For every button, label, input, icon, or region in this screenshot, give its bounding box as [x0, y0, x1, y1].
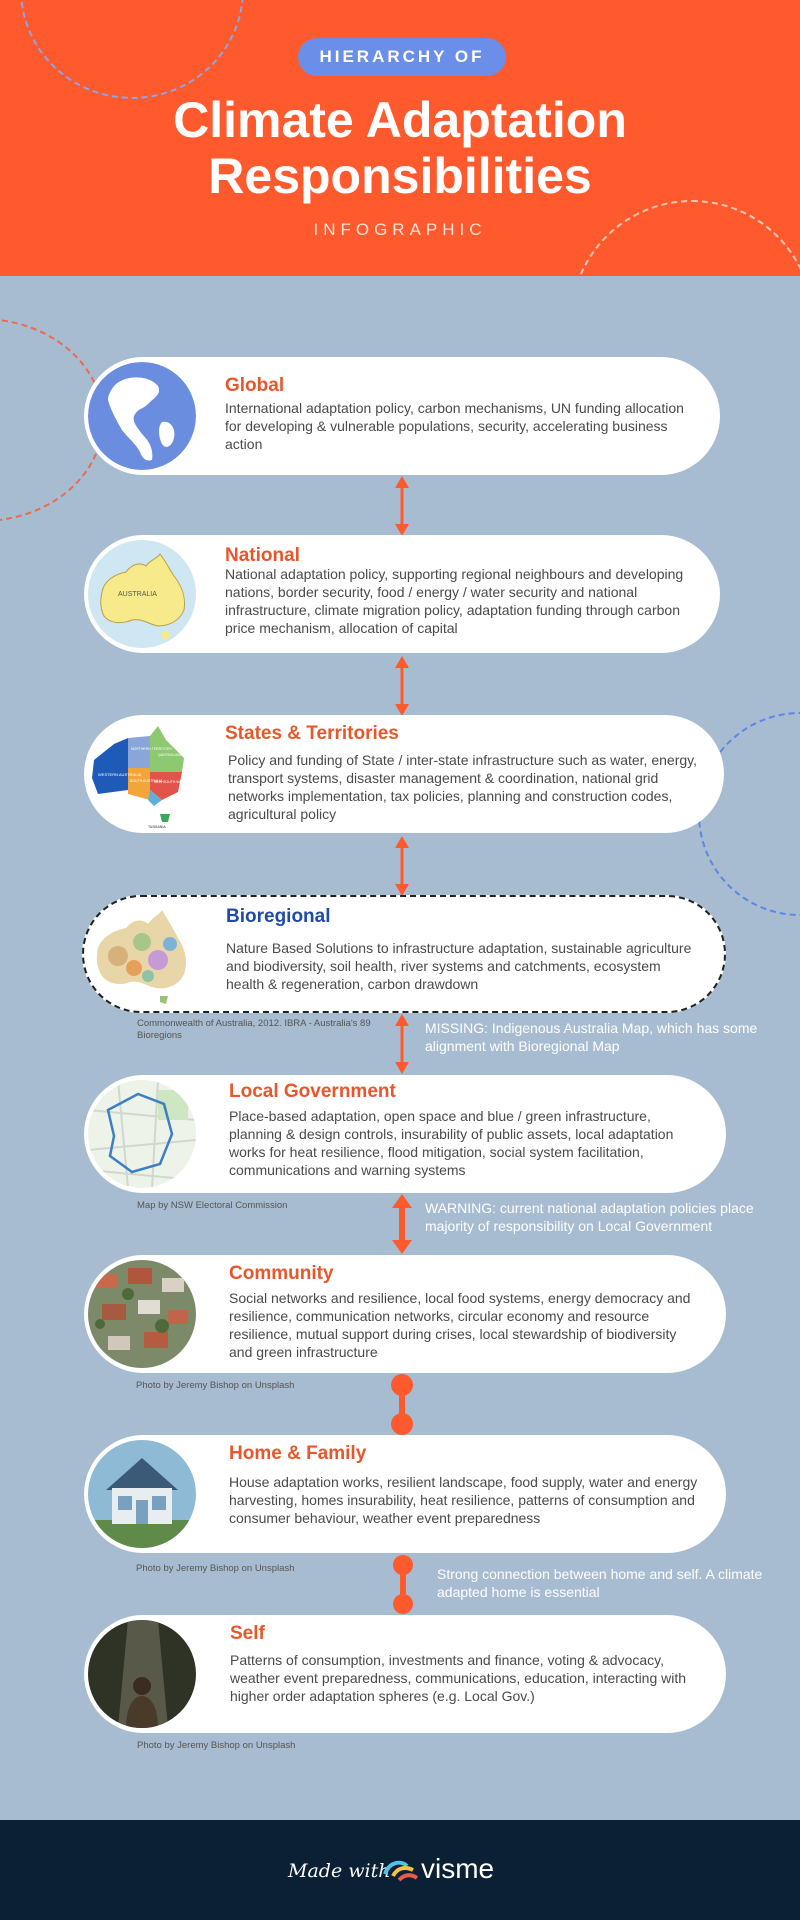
level-description: Social networks and resilience, local food systems, energy democracy and resilience, communication networks, circular economy and resource resilience, mutual support during crises, local stewardship of biodiversity and green infrastructure	[229, 1290, 691, 1360]
electoral-map-icon	[88, 1080, 196, 1188]
level-description: National adaptation policy, supporting regional neighbours and developing nations, border security, food / energy / water security and national infrastructure, climate migration policy, adaptation funding through carbon price mechanism, allocation of capital	[225, 566, 684, 636]
home-self-note: Strong connection between home and self. A climate adapted home is essential	[437, 1566, 763, 1600]
neighbourhood-photo-icon	[88, 1260, 196, 1368]
states-map-icon	[88, 720, 196, 828]
level-title: Bioregional	[226, 906, 331, 927]
person-photo-icon	[88, 1620, 196, 1728]
level-title: Community	[229, 1263, 334, 1284]
image-credit: Photo by Jeremy Bishop on Unsplash	[137, 1740, 296, 1751]
level-description: House adaptation works, resilient landscape, food supply, water and energy harvesting, homes insurability, heat resilience, patterns of consumption and consumer behaviour, weather event preparedness	[229, 1474, 698, 1526]
connector-arrow	[392, 1014, 412, 1074]
level-card-national	[84, 535, 720, 653]
level-card-home-family	[84, 1435, 726, 1553]
title-line-1: Climate Adaptation	[173, 92, 627, 148]
level-title: Home & Family	[229, 1443, 367, 1464]
level-card-states-territories	[84, 715, 724, 833]
level-title: Global	[225, 375, 285, 396]
connector-arrow	[392, 656, 412, 716]
map-label: QUEENSLAND	[158, 753, 183, 757]
connector-arrow	[392, 836, 412, 896]
connector-dots	[392, 1554, 414, 1616]
house-photo-icon	[88, 1440, 196, 1548]
title-line-2: Responsibilities	[208, 148, 592, 204]
connector-arrow	[392, 476, 412, 536]
level-description: Patterns of consumption, investments and finance, voting & advocacy, weather event preparedness, communications, education, interacting with higher order adaptation spheres (e.g. Local Gov.)	[230, 1652, 687, 1704]
missing-note: MISSING: Indigenous Australia Map, which has some alignment with Bioregional Map	[425, 1020, 758, 1054]
image-credit: Photo by Jeremy Bishop on Unsplash	[136, 1563, 295, 1574]
level-description: International adaptation policy, carbon mechanisms, UN funding allocation for developing & vulnerable populations, security, accelerating business action	[225, 400, 684, 452]
map-label: AUSTRALIA	[118, 591, 157, 598]
made-with-text: Made with	[288, 1860, 391, 1882]
connector-arrow-thick	[390, 1194, 414, 1254]
image-credit: Photo by Jeremy Bishop on Unsplash	[136, 1380, 295, 1391]
header-label: HIERARCHY OF	[298, 38, 506, 76]
globe-icon	[88, 362, 196, 470]
brand-name[interactable]: visme	[421, 1853, 495, 1884]
level-card-self	[84, 1615, 726, 1733]
level-description: Nature Based Solutions to infrastructure adaptation, sustainable agriculture and biodiversity, soil health, river systems and catchments, ecosystem health & regeneration, carbon drawdown	[226, 940, 692, 992]
page-title	[0, 92, 800, 204]
level-description: Policy and funding of State / inter-state infrastructure such as water, energy, transport systems, disaster management & coordination, national grid networks implementation, tax policies, planning and construction codes, agricultural policy	[228, 752, 697, 822]
level-card-community	[84, 1255, 726, 1373]
level-title: Self	[230, 1623, 265, 1644]
connector-dots	[390, 1374, 414, 1436]
map-label: SOUTH AUSTRALIA	[130, 779, 163, 783]
level-card-local-government	[84, 1075, 726, 1193]
warning-note: WARNING: current national adaptation policies place majority of responsibility on Local Government	[425, 1200, 754, 1234]
map-label: NORTHERN TERRITORY	[131, 747, 172, 751]
page-subtitle: INFOGRAPHIC	[313, 220, 487, 239]
image-credit: Map by NSW Electoral Commission	[137, 1200, 288, 1211]
decorative-dashed-circle	[20, 0, 244, 99]
footer	[0, 1820, 800, 1920]
map-label: NEW SOUTH WALES	[154, 780, 189, 784]
level-card-bioregional	[82, 895, 726, 1013]
level-title: Local Government	[229, 1081, 396, 1102]
level-description: Place-based adaptation, open space and blue / green infrastructure, planning & design controls, insurability of public assets, local adaptation works for heat resilience, flood mitigation, social system facilitation, communications and warning systems	[229, 1108, 674, 1178]
image-credit: Commonwealth of Australia, 2012. IBRA - Australia's 89 Bioregions	[137, 1018, 371, 1041]
level-title: National	[225, 545, 300, 566]
map-label: WESTERN AUSTRALIA	[98, 772, 142, 777]
level-title: States & Territories	[225, 723, 399, 744]
map-label: TASMANIA	[148, 825, 166, 828]
level-card-global	[84, 357, 720, 475]
header-banner	[0, 0, 800, 276]
visme-logo-icon	[383, 1858, 419, 1882]
australia-map-icon	[88, 540, 196, 648]
bioregion-map-icon	[88, 902, 196, 1010]
